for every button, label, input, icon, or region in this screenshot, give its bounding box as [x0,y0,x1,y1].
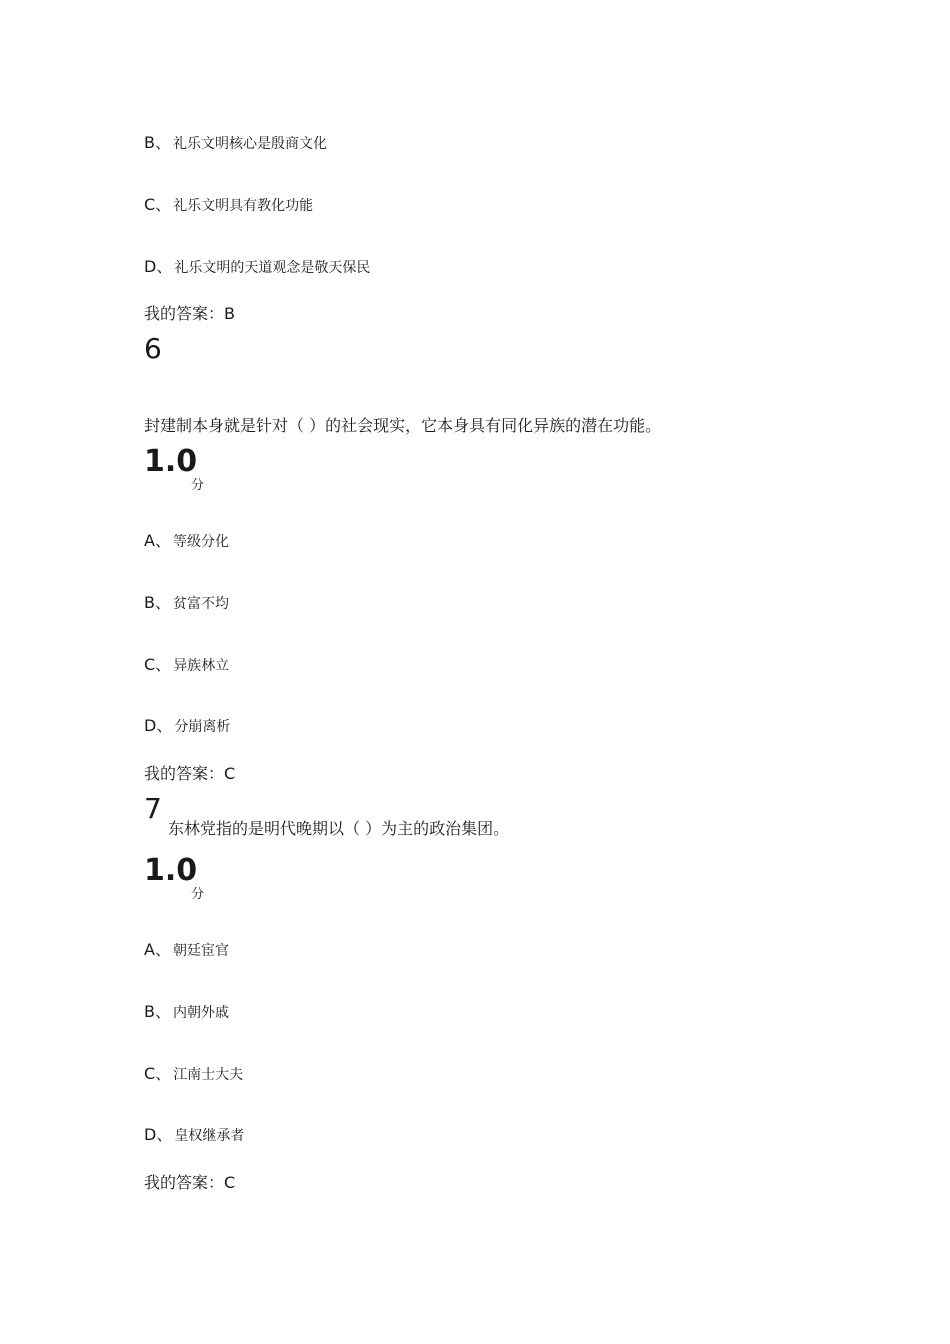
option-letter: A、 [144,531,171,550]
option-text: 朝廷宦官 [172,943,229,959]
question-text: 封建制本身就是针对（ ）的社会现实，它本身具有同化异族的潜在功能。 [144,416,662,435]
my-answer: 我的答案：C [144,764,236,783]
option-letter: C、 [144,655,172,674]
option-letter: B、 [144,593,171,612]
option-a[interactable] [144,937,229,960]
question-number: 7 [144,792,162,825]
option-c[interactable] [144,652,229,675]
option-letter: A、 [144,940,171,959]
option-letter: D、 [144,257,173,276]
option-b[interactable] [144,999,229,1022]
question-text: 东林党指的是明代晚期以（ ）为主的政治集团。 [168,819,510,838]
option-text: 分崩离析 [174,719,231,735]
option-d[interactable] [144,254,370,277]
option-letter: C、 [144,195,172,214]
option-text: 礼乐文明核心是殷商文化 [172,136,327,152]
my-answer: 我的答案：B [144,304,235,323]
option-text: 等级分化 [172,534,229,550]
question-score: 1.0 [144,853,198,888]
option-c[interactable] [144,1061,243,1084]
score-unit: 分 [191,478,205,493]
option-b[interactable] [144,590,229,613]
option-letter: B、 [144,133,171,152]
score-unit: 分 [191,887,205,902]
my-answer: 我的答案：C [144,1173,236,1192]
option-text: 内朝外戚 [172,1005,229,1021]
option-text: 礼乐文明的天道观念是敬天保民 [174,260,371,276]
option-letter: C、 [144,1064,172,1083]
option-letter: D、 [144,716,173,735]
option-letter: B、 [144,1002,171,1021]
option-d[interactable] [144,1122,244,1145]
option-a[interactable] [144,528,229,551]
option-text: 礼乐文明具有教化功能 [173,198,314,214]
option-d[interactable] [144,713,230,736]
option-text: 异族林立 [173,658,230,674]
option-text: 皇权继承者 [174,1128,245,1144]
option-letter: D、 [144,1125,173,1144]
question-number: 6 [144,332,162,365]
option-text: 贫富不均 [172,596,229,612]
option-text: 江南士大夫 [173,1067,244,1083]
option-c[interactable] [144,192,313,215]
option-b[interactable] [144,130,327,153]
question-score: 1.0 [144,444,198,479]
